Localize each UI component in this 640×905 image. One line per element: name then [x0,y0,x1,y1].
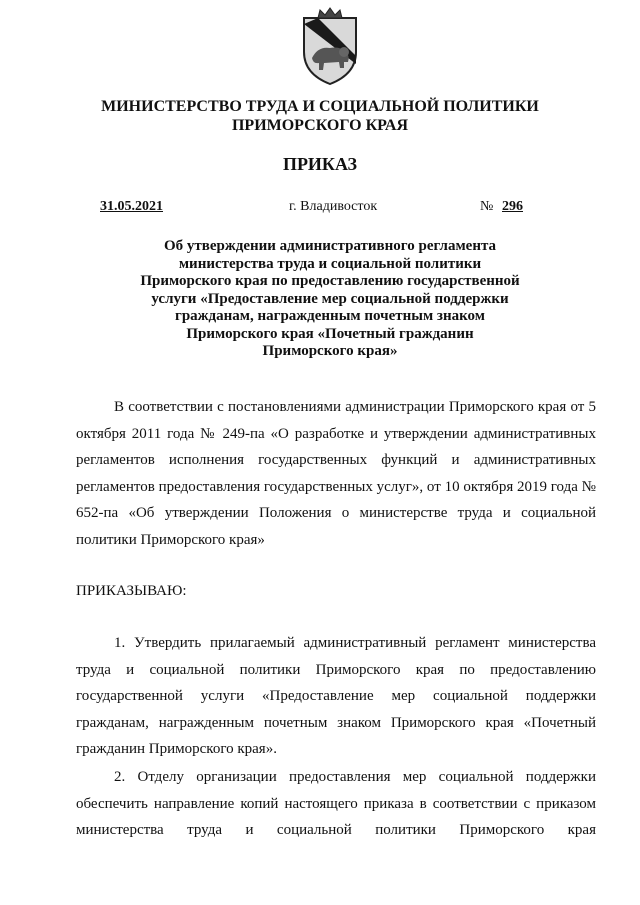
order-subject [120,238,540,361]
subject-line: Приморского края по предоставлению государственной [140,273,520,289]
item-1-paragraph: 1. Утвердить прилагаемый административный регламент министерства труда и социальной политики Приморского края по предоставлению государственной услуги «Предоставление мер социальной поддержки гражданам, награжденным почетным знаком Приморского края «Почетный гражданин Приморского края». [76,635,596,758]
subject-line: гражданам, награжденным почетным знаком [175,308,485,324]
ministry-line-2: ПРИМОРСКОГО КРАЯ [231,117,409,134]
ministry-line-1: МИНИСТЕРСТВО ТРУДА И СОЦИАЛЬНОЙ ПОЛИТИКИ [101,98,539,115]
item-2-paragraph: 2. Отделу организации предоставления мер социальной поддержки обеспечить направление копий настоящего приказа в соответствии с приказом министерства труда и социальной политики Приморского края [76,769,596,839]
ministry-heading [40,97,600,135]
decree-heading: ПРИКАЗЫВАЮ: [76,583,187,599]
coat-of-arms-icon [298,6,362,86]
subject-line: министерства труда и социальной политики [178,255,482,272]
order-city: г. Владивосток [289,199,378,214]
order-number-label: № [480,199,494,214]
order-title: ПРИКАЗ [282,154,358,174]
preamble-paragraph: В соответствии с постановлениями администрации Приморского края от 5 октября 2011 года № 249-па «О разработке и утверждении административных регламентов исполнения государственных функций и административных регламентов предоставления государственных услуг», от 10 октября 2019 года № 652-па «Об утверждении Положения о министерстве труда и социальной политики Приморского края» [76,399,596,548]
subject-line: Приморского края «Почетный гражданин [186,325,474,342]
order-date: 31.05.2021 [100,199,163,214]
subject-line: Об утверждении административного регламента [163,238,497,254]
subject-line: услуги «Предоставление мер социальной поддержки [151,290,509,307]
subject-line: Приморского края» [262,343,398,359]
order-number: 296 [502,199,523,214]
